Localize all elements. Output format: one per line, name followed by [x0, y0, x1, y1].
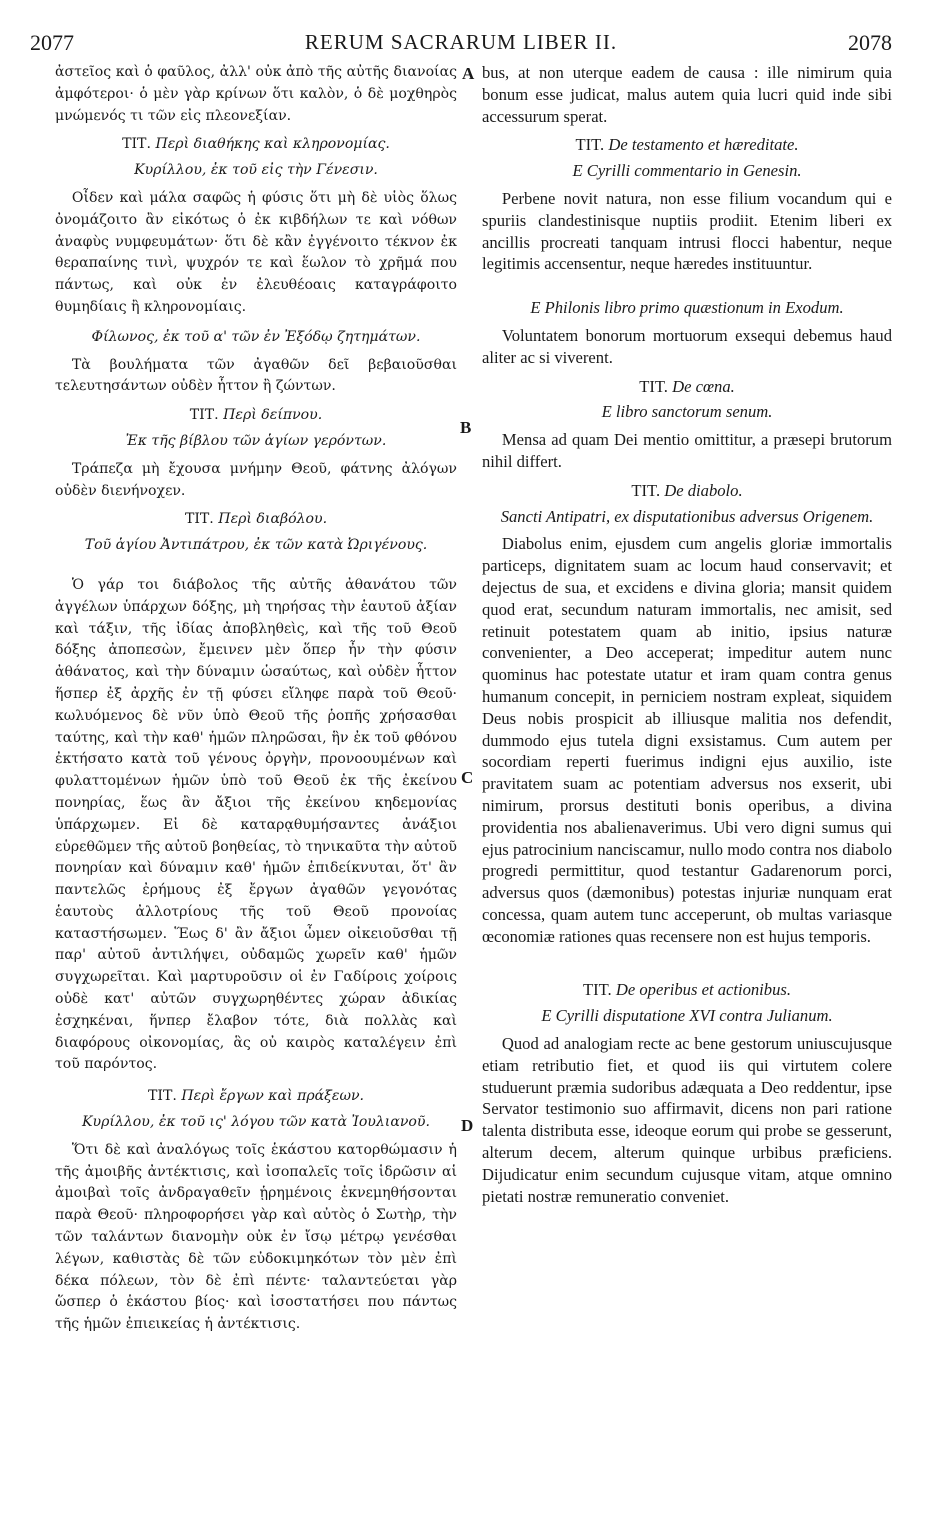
tit-title: Περὶ διαθήκης καὶ κληρονομίας.	[155, 136, 390, 153]
tit-title: De operibus et actionibus.	[615, 980, 791, 1000]
margin-letter-c: C	[461, 768, 474, 787]
latin-section-title	[482, 134, 892, 156]
latin-source-heading: E libro sanctorum senum.	[601, 402, 773, 422]
tit-title: De cœna.	[672, 376, 735, 396]
running-title: RERUM SACRARUM LIBER II.	[304, 30, 618, 54]
tit-title: Περὶ διαβόλου.	[218, 511, 328, 528]
greek-source-heading: Ἐκ τῆς βίβλου τῶν ἁγίων γερόντων.	[125, 432, 387, 449]
latin-column	[482, 62, 892, 1207]
tit-label: ΤΙΤ.	[148, 1088, 177, 1105]
greek-paragraph: Τράπεζα μὴ ἔχουσα μνήμην Θεοῦ, φάτνης ἀλόγων οὐδὲν διενήνοχεν.	[55, 460, 457, 499]
greek-section-title	[55, 405, 457, 427]
greek-paragraph: Οἶδεν καὶ μάλα σαφῶς ἡ φύσις ὅτι μὴ δὲ υἱὸς ὅλως ὀνομάζοιτο ἂν εἰκότως ὁ ἐκ κιβδήλων τε καὶ νόθων ἀναφὺς νυμφευμάτων· ὅτι δὲ κἂν ἐγγένοιτο τέκνον ἐκ θεραπαίνης τινὶ, ψυχρόν τε καὶ ἕωλον τὸ χρῆμά που πάντως, καὶ οὐκ ἐν ἐλευθέοαις καταγράφοιτο θυμηδίαις ἢ κληρονομίαις.	[55, 189, 457, 315]
latin-section-title	[482, 979, 892, 1001]
tit-label: ΤΙΤ.	[184, 511, 214, 528]
margin-letter-d: D	[461, 1116, 474, 1135]
latin-source-heading: E Philonis libro primo quæstionum in Exodum.	[530, 298, 844, 318]
running-header	[30, 30, 892, 60]
tit-label: ΤΙΤ.	[122, 136, 151, 153]
greek-source-heading: Τοῦ ἁγίου Ἀντιπάτρου, ἐκ τῶν κατὰ Ὠριγένους.	[84, 537, 428, 554]
tit-title: Περὶ δείπνου.	[223, 407, 323, 424]
tit-title: De diabolo.	[664, 480, 743, 500]
latin-paragraph: Voluntatem bonorum mortuorum exsequi debemus haud aliter ac si viverent.	[482, 325, 892, 367]
latin-source-heading: Sancti Antipatri, ex disputationibus adversus Origenem.	[500, 506, 874, 526]
greek-intro-text: ἀστεῖος καὶ ὁ φαῦλος, ἀλλ' οὐκ ἀπὸ τῆς αὐτῆς διανοίας ἀμφότεροι· ὁ μὲν γὰρ κρίνων ὅτι καλὸν, ὁ δὲ μοχθηρὸς μνώμενός τι τῶν εἰς πλεονεξίαν.	[55, 64, 457, 124]
latin-source-heading: E Cyrilli commentario in Genesin.	[572, 161, 802, 181]
greek-paragraph: Ὅτι δὲ καὶ ἀναλόγως τοῖς ἑκάστου κατορθώμασιν ἡ τῆς ἀμοιβῆς ἀντέκτισις, καὶ ἰσοπαλεῖς τοῖς ἱδρῶσιν αἱ ἀμοιβαὶ τοῖς ἀνδραγαθεῖν ᾑρημένοις ἐκνεμηθήσονται παρὰ Θεοῦ· πληροφορήσει γὰρ καὶ αὐτὸς ὁ Σωτὴρ, τὴν τῶν ταλάντων διανομὴν οὐκ ἐν ἴσῳ μέτρῳ γενέσθαι λέγων, καθιστὰς δὲ τῶν εὐδοκιμηκότων τὸν μὲν ἐπὶ δέκα πόλεων, τὸν δὲ ἐπὶ πέντε· ταλαντεύεται γὰρ ὥσπερ ὁ ἑκάστου βίος· καὶ ἰσοστατήσει που πάντως τῆς ἡμῶν ἐπιεικείας ἡ ἀντέκτισις.	[55, 1141, 457, 1333]
latin-paragraph: Diabolus enim, ejusdem cum angelis gloriæ immortalis particeps, dignitatem suam ac locum haud conservavit; et dejectus de sua, et excidens e divina gloria; mansit quidem quod erat, secundum naturam immortalis, nec amisit, sed retinuit potestatem quam ab initio, ipsius naturæ convenienter, a Deo acceperat; impeditur autem nunc quominus hac potestate utatur et iram quam contra genus humanum concepit, in perniciem nostram expleat, siquidem Deus nobis prospicit ab illiusque malitia nos defendit, dummodo ejus tutela digni exsistamus. Cum autem per socordiam reperti fuerimus indigni ejus auxilio, iste pravitatem suam ac potentiam adversus nos exserit, ubi nimirum, prorsus destituti bonis operibus, a divina providentia nos abalienaverimus. Ubi vero digni sumus qui ejus patrocinium nanciscamur, nullo modo contra nos diabolo progredi permittitur, quod testantur Gadarenorum porci, adversus quos (dæmonibus) potestas injuriæ nunquam erat concessa, quam autem tunc acceperunt, ob multas variasque œconomiæ rationes quas recensere non est hujus temporis.	[482, 534, 892, 946]
latin-source-heading: E Cyrilli disputatione XVI contra Julianum.	[541, 1006, 833, 1026]
latin-section-title	[482, 480, 892, 502]
greek-section-title	[55, 134, 457, 156]
latin-paragraph: Mensa ad quam Dei mentio omittitur, a præsepi brutorum nihil differt.	[482, 430, 892, 471]
margin-letter-b: B	[460, 418, 472, 437]
tit-label: TIT.	[631, 480, 661, 500]
tit-label: TIT.	[582, 980, 612, 1000]
page-number-right: 2078	[848, 30, 892, 55]
latin-paragraph: Quod ad analogiam recte ac bene gestorum uniuscujusque etiam retributio fiet, et quod iis qui virtutem colere studuerunt præmia sudoribus adæquata a Deo reddentur, ipse Servator testimonio suo affirmavit, dicens non pari ratione talenta distributa esse, ideoque eorum qui probe se gesserunt, alterum decem, alterum quinque urbibus præficiens. Dijudicatur enim secundum cujusque vitam, atque omnino pietati nostræ remuneratio conveniet.	[482, 1034, 892, 1206]
greek-section-title	[55, 509, 457, 531]
tit-label: TIT.	[575, 135, 605, 155]
latin-section-title	[482, 376, 892, 398]
greek-source-heading: Κυρίλλου, ἐκ τοῦ ις' λόγου τῶν κατὰ Ἰουλιανοῦ.	[82, 1114, 430, 1131]
latin-paragraph: Perbene novit natura, non esse filium vocandum qui e spuriis clandestinisque nuptiis prodiit. Etenim liberi ex ancillis procreati tanquam intrusi flocci habentur, neque legitimis accensentur, neque hæredes instituuntur.	[482, 188, 892, 274]
greek-paragraph: Τὰ βουλήματα τῶν ἀγαθῶν δεῖ βεβαιοῦσθαι τελευτησάντων οὐδὲν ἧττον ἢ ζώντων.	[55, 356, 457, 395]
greek-column	[55, 62, 457, 1336]
tit-label: TIT.	[639, 376, 668, 396]
tit-title: Περὶ ἔργων καὶ πράξεων.	[181, 1088, 364, 1105]
greek-paragraph: Ὁ γάρ τοι διάβολος τῆς αὐτῆς ἀθανάτου τῶν ἀγγέλων ὑπάρχων δόξης, μὴ τηρήσας τὴν ἑαυτοῦ ἀξίαν καὶ τάξιν, τῆς ἰδίας ἀποβληθεὶς, καὶ τῆς τοῦ Θεοῦ δόξης ἀποπεσὼν, ἔμεινεν μὲν ὅπερ ἦν τὴν φύσιν ἀθάνατος, καὶ τὴν δύναμιν ὡσαύτως, καὶ οὐδὲν ἧττον ἥσπερ ἐξ ἀρχῆς ἐν τῇ φύσει εἴληφε παρὰ τοῦ Θεοῦ· κωλυόμενος δὲ νῦν ὑπὸ Θεοῦ τῆς ῥοπῆς χρήσασθαι ταύτης, καὶ τὴν καθ' ἡμῶν πληρῶσαι, ἣν ἐκ τοῦ φθόνου ἐκτήσατο κατὰ τοῦ γένους ὀργὴν, προνοουμένων καὶ φυλαττομένων ἡμῶν ὑπὸ τοῦ Θεοῦ ἐκ τῆς ἐκείνου πονηρίας, ἕως ἂν ἄξιοι τῆς ἐκείνου κηδεμονίας ὑπάρχωμεν. Εἰ δὲ καταρᾳθυμήσαντες ἀνάξιοι εὑρεθῶμεν τῆς αὐτοῦ βοηθείας, τὸ τηνικαῦτα τὴν αὐτοῦ πονηρίαν καὶ δύναμιν καθ' ἡμῶν ἐπιδείκνυται, ὅτ' ἂν παντελῶς ἐρήμους ἐξ ἔργων ἀγαθῶν γεγονότας ἑαυτοὺς ἀλλοτρίους τῆς τοῦ Θεοῦ προνοίας καταστήσωμεν. Ἕως δ' ἂν ἄξιοι ὦμεν οἰκειοῦσθαι τῇ παρ' αὐτοῦ ἀντιλήψει, οὐδαμῶς χωρεῖν καθ' ἡμῶν συγχωρεῖται. Καὶ μαρτυροῦσιν οἱ ἐν Γαδίροις χοίροις οὐδὲ κατ' αὐτῶν συγχωρηθέντες χώραν ἀδικίας ἐσχηκέναι, ἥνπερ ἔλαβον τότε, διὰ πολλὰς καὶ διαφόρους οἰκονομίας, ἃς οὐ καιρὸς καταλέγειν ἐπὶ τοῦ παρόντος.	[55, 576, 457, 1073]
tit-label: ΤΙΤ.	[189, 407, 219, 424]
greek-source-heading: Κυρίλλου, ἐκ τοῦ εἰς τὴν Γένεσιν.	[134, 162, 378, 179]
tit-title: De testamento et hæreditate.	[608, 135, 799, 155]
greek-source-heading: Φίλωνος, ἐκ τοῦ α' τῶν ἐν Ἐξόδῳ ζητημάτων.	[91, 328, 421, 345]
greek-section-title	[55, 1086, 457, 1108]
page-number-left: 2077	[30, 30, 74, 55]
latin-intro-text: bus, at non uterque eadem de causa : ille nimirum quia bonum esse judicat, malus autem quia lucri quid inde sibi accessurum sperat.	[482, 63, 892, 126]
margin-letter-a: A	[462, 64, 475, 83]
